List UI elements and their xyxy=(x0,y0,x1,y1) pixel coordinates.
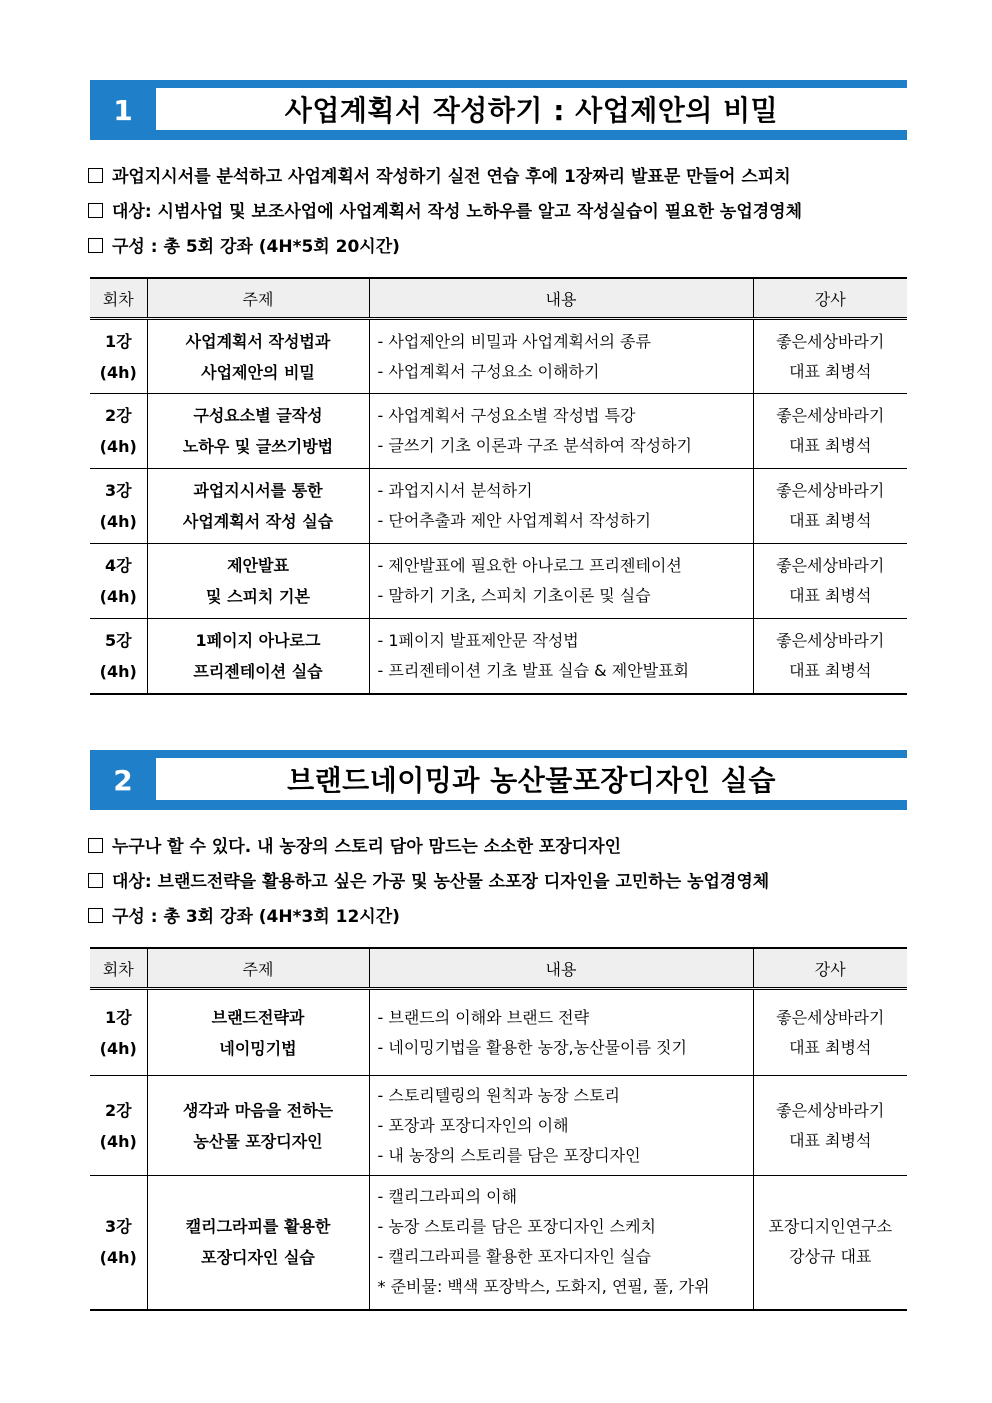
checkbox-square-icon xyxy=(88,168,103,183)
header-bar-top xyxy=(90,750,907,758)
header-topic: 주제 xyxy=(147,948,369,989)
bullet-item: 대상: 시범사업 및 보조사업에 사업계획서 작성 노하우를 알고 작성실습이 필요한 농업경영체 xyxy=(88,195,907,230)
topic-cell: 1페이지 아나로그 프리젠테이션 실습 xyxy=(147,619,369,694)
checkbox-square-icon xyxy=(88,873,103,888)
bullet-item: 과업지시서를 분석하고 사업계획서 작성하기 실전 연습 후에 1장짜리 발표문 만들어 스피치 xyxy=(88,160,907,195)
instructor-cell: 좋은세상바라기 대표 최병석 xyxy=(753,394,907,469)
section-number: 2 xyxy=(90,750,156,810)
session-cell: 1강 (4h) xyxy=(90,989,147,1076)
header-bar-bottom xyxy=(156,800,907,810)
section-number: 1 xyxy=(90,80,156,140)
bullet-item: 대상: 브랜드전략을 활용하고 싶은 가공 및 농산물 소포장 디자인을 고민하는 농업경영체 xyxy=(88,865,907,900)
bullet-item: 구성 : 총 5회 강좌 (4H*5회 20시간) xyxy=(88,230,907,265)
content-cell: - 1페이지 발표제안문 작성법 - 프리젠테이션 기초 발표 실습 & 제안발표회 xyxy=(369,619,753,694)
section-header xyxy=(90,750,907,812)
session-cell: 2강 (4h) xyxy=(90,1076,147,1176)
content-cell: - 브랜드의 이해와 브랜드 전략 - 네이밍기법을 활용한 농장,농산물이름 짓기 xyxy=(369,989,753,1076)
table-row xyxy=(90,1076,907,1176)
instructor-cell: 좋은세상바라기 대표 최병석 xyxy=(753,1076,907,1176)
section-title: 사업계획서 작성하기 : 사업제안의 비밀 xyxy=(284,94,779,127)
bullet-item: 누구나 할 수 있다. 내 농장의 스토리 담아 맘드는 소소한 포장디자인 xyxy=(88,830,907,865)
session-cell: 1강 (4h) xyxy=(90,319,147,394)
session-cell: 5강 (4h) xyxy=(90,619,147,694)
checkbox-square-icon xyxy=(88,203,103,218)
table-row xyxy=(90,989,907,1076)
session-cell: 4강 (4h) xyxy=(90,544,147,619)
schedule-table xyxy=(90,947,907,1311)
header-content: 내용 xyxy=(369,278,753,319)
content-cell: - 스토리텔링의 원칙과 농장 스토리 - 포장과 포장디자인의 이해 - 내 농장의 스토리를 담은 포장디자인 xyxy=(369,1076,753,1176)
schedule-table xyxy=(90,277,907,695)
content-cell: - 과업지시서 분석하기 - 단어추출과 제안 사업계획서 작성하기 xyxy=(369,469,753,544)
bullet-list xyxy=(90,830,907,935)
instructor-cell: 좋은세상바라기 대표 최병석 xyxy=(753,544,907,619)
header-content: 내용 xyxy=(369,948,753,989)
checkbox-square-icon xyxy=(88,908,103,923)
header-session: 회차 xyxy=(90,278,147,319)
table-row xyxy=(90,394,907,469)
checkbox-square-icon xyxy=(88,238,103,253)
topic-cell: 제안발표 및 스피치 기본 xyxy=(147,544,369,619)
bullet-list xyxy=(90,160,907,265)
header-instructor: 강사 xyxy=(753,948,907,989)
instructor-cell: 좋은세상바라기 대표 최병석 xyxy=(753,619,907,694)
table-header-row xyxy=(90,948,907,989)
topic-cell: 생각과 마음을 전하는 농산물 포장디자인 xyxy=(147,1076,369,1176)
content-cell: - 캘리그라피의 이해 - 농장 스토리를 담은 포장디자인 스케치 - 캘리그라피를 활용한 포자디자인 실습 * 준비물: 백색 포장박스, 도화지, 연필, 풀, 가위 xyxy=(369,1176,753,1310)
instructor-cell: 좋은세상바라기 대표 최병석 xyxy=(753,469,907,544)
header-bar-top xyxy=(90,80,907,88)
table-header-row xyxy=(90,278,907,319)
instructor-cell: 좋은세상바라기 대표 최병석 xyxy=(753,989,907,1076)
course-section-1 xyxy=(90,80,907,695)
session-cell: 2강 (4h) xyxy=(90,394,147,469)
header-topic: 주제 xyxy=(147,278,369,319)
content-cell: - 사업계획서 구성요소별 작성법 특강 - 글쓰기 기초 이론과 구조 분석하여 작성하기 xyxy=(369,394,753,469)
topic-cell: 과업지시서를 통한 사업계획서 작성 실습 xyxy=(147,469,369,544)
topic-cell: 사업계획서 작성법과 사업제안의 비밀 xyxy=(147,319,369,394)
instructor-cell: 좋은세상바라기 대표 최병석 xyxy=(753,319,907,394)
session-cell: 3강 (4h) xyxy=(90,1176,147,1310)
course-section-2 xyxy=(90,750,907,1311)
header-session: 회차 xyxy=(90,948,147,989)
instructor-cell: 포장디지인연구소 강상규 대표 xyxy=(753,1176,907,1310)
content-cell: - 사업제안의 비밀과 사업계획서의 종류 - 사업계획서 구성요소 이해하기 xyxy=(369,319,753,394)
table-row xyxy=(90,319,907,394)
table-row xyxy=(90,544,907,619)
header-instructor: 강사 xyxy=(753,278,907,319)
header-bar-bottom xyxy=(156,130,907,140)
content-cell: - 제안발표에 필요한 아나로그 프리젠테이션 - 말하기 기초, 스피치 기초이론 및 실습 xyxy=(369,544,753,619)
session-cell: 3강 (4h) xyxy=(90,469,147,544)
topic-cell: 브랜드전략과 네이밍기법 xyxy=(147,989,369,1076)
topic-cell: 캘리그라피를 활용한 포장디자인 실습 xyxy=(147,1176,369,1310)
table-row xyxy=(90,1176,907,1310)
bullet-item: 구성 : 총 3회 강좌 (4H*3회 12시간) xyxy=(88,900,907,935)
checkbox-square-icon xyxy=(88,838,103,853)
section-header xyxy=(90,80,907,142)
topic-cell: 구성요소별 글작성 노하우 및 글쓰기방법 xyxy=(147,394,369,469)
section-title: 브랜드네이밍과 농산물포장디자인 실습 xyxy=(287,764,776,797)
table-row xyxy=(90,469,907,544)
table-row xyxy=(90,619,907,694)
